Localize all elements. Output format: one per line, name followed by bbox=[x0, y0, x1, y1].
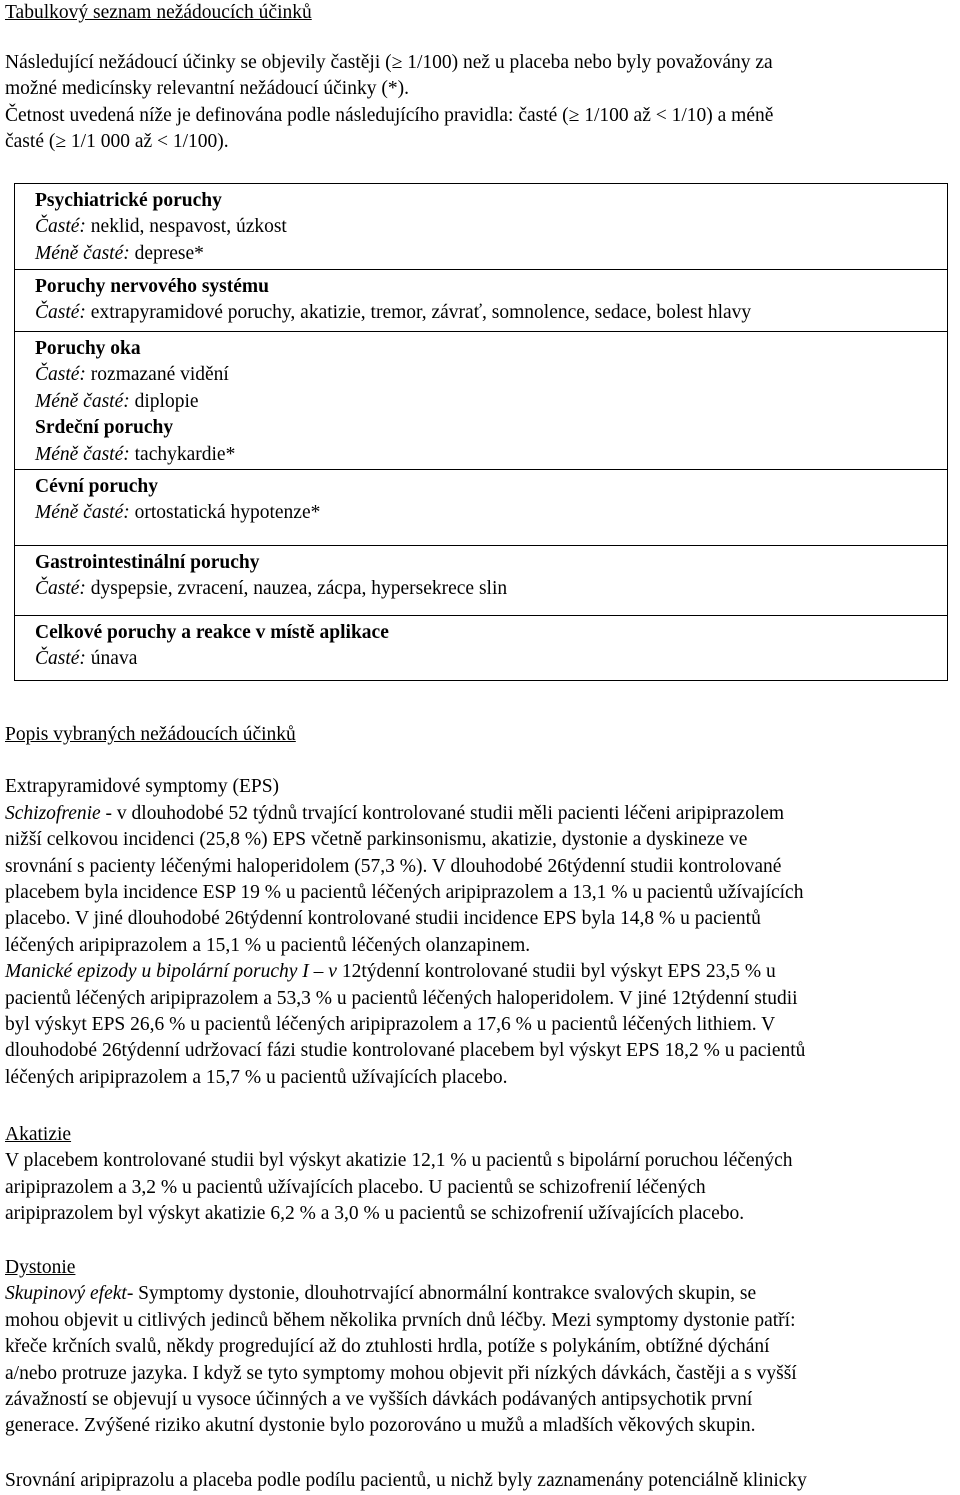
soc-title: Celkové poruchy a reakce v místě aplikace bbox=[35, 622, 389, 643]
table-cell bbox=[15, 616, 947, 680]
paragraph-line bbox=[5, 1281, 960, 1307]
frequency-label: Časté: bbox=[35, 648, 86, 670]
soc-title: Gastrointestinální poruchy bbox=[35, 552, 260, 573]
body-text: srovnání s pacienty léčenými haloperidolem (57,3 %). V dlouhodobé 26týdenní studii kontrolované bbox=[5, 855, 782, 877]
eps-paragraph bbox=[5, 801, 960, 1091]
paragraph-line bbox=[5, 986, 960, 1012]
soc-title: Cévní poruchy bbox=[35, 476, 158, 497]
eps-title: Extrapyramidové symptomy (EPS) bbox=[5, 776, 280, 798]
table-cell bbox=[15, 270, 947, 332]
paragraph-line bbox=[5, 933, 960, 959]
paragraph-line bbox=[5, 959, 960, 985]
section-heading-dystonie: Dystonie bbox=[5, 1257, 76, 1278]
intro-line: časté (≥ 1/1 000 až < 1/100). bbox=[5, 131, 229, 153]
body-text: dlouhodobé 26týdenní udržovací fázi studie kontrolované placebem byl výskyt EPS 18,2 % u pacientů bbox=[5, 1040, 806, 1062]
italic-text: Schizofrenie bbox=[5, 802, 101, 824]
paragraph-line bbox=[5, 880, 960, 906]
body-text: mohou objevit u citlivých jedinců během několika prvních dnů léčby. Mezi symptomy dystonie patří: bbox=[5, 1309, 796, 1331]
italic-text: Manické epizody u bipolární poruchy I – v bbox=[5, 961, 337, 983]
paragraph-line bbox=[5, 1361, 960, 1387]
section-heading-popis: Popis vybraných nežádoucích účinků bbox=[5, 724, 296, 745]
frequency-text: rozmazané vidění bbox=[85, 364, 229, 386]
body-text: - Symptomy dystonie, dlouhotrvající abnormální kontrakce svalových skupin, se bbox=[126, 1283, 757, 1305]
frequency-text: dyspepsie, zvracení, nauzea, zácpa, hypersekrece slin bbox=[85, 578, 508, 600]
adverse-effects-table bbox=[14, 183, 948, 681]
table-cell bbox=[15, 546, 947, 616]
body-text: placebem byla incidence ESP 19 % u pacientů léčených aripiprazolem a 13,1 % u pacientů užívajících bbox=[5, 882, 804, 904]
frequency-label: Časté: bbox=[35, 216, 86, 238]
soc-title: Poruchy oka bbox=[35, 338, 141, 359]
frequency-text: diplopie bbox=[129, 390, 199, 412]
frequency-row bbox=[35, 214, 947, 240]
popis-section bbox=[5, 722, 960, 1091]
intro-line: Následující nežádoucí účinky se objevily častěji (≥ 1/100) než u placeba nebo byly považovány za bbox=[5, 52, 773, 73]
body-text: a/nebo protruze jazyka. I když se tyto symptomy mohou objevit při nízkých dávkách, častěji a s vyšší bbox=[5, 1362, 797, 1384]
italic-text: Skupinový efekt bbox=[5, 1283, 127, 1305]
frequency-text: ortostatická hypotenze* bbox=[129, 502, 321, 524]
paragraph-line: V placebem kontrolované studii byl výskyt akatizie 12,1 % u pacientů s bipolární poruchou léčených bbox=[5, 1150, 793, 1172]
frequency-row bbox=[35, 442, 947, 468]
frequency-label: Méně časté: bbox=[35, 502, 130, 524]
frequency-row bbox=[35, 241, 947, 267]
body-text: závažností se objevují u vysoce účinných a ve vyšších dávkách podávaných antipsychotik první bbox=[5, 1389, 753, 1411]
intro-line: možné medicínsky relevantní nežádoucí účinky (*). bbox=[5, 78, 409, 100]
soc-title: Srdeční poruchy bbox=[35, 417, 174, 439]
paragraph-line bbox=[5, 854, 960, 880]
body-text: křeče krčních svalů, někdy progredující až do ztuhlosti hrdla, potíže s polykáním, obtížné dýchání bbox=[5, 1336, 770, 1358]
table-cell bbox=[15, 470, 947, 546]
paragraph-line bbox=[5, 801, 960, 827]
dystonie-paragraph bbox=[5, 1281, 960, 1439]
soc-title: Poruchy nervového systému bbox=[35, 276, 269, 297]
body-text: byl výskyt EPS 26,6 % u pacientů léčených aripiprazolem a 17,6 % u pacientů léčených lithiem. V bbox=[5, 1014, 776, 1036]
section-heading-adverse-effects-table: Tabulkový seznam nežádoucích účinků bbox=[5, 2, 312, 23]
intro-line: Četnost uvedená níže je definována podle následujícího pravidla: časté (≥ 1/100 až < 1/10) a méně bbox=[5, 104, 774, 126]
frequency-text: únava bbox=[85, 648, 138, 670]
frequency-row bbox=[35, 300, 947, 326]
paragraph-line bbox=[5, 1387, 960, 1413]
frequency-text: neklid, nespavost, úzkost bbox=[85, 216, 287, 238]
body-text: 12týdenní kontrolované studii byl výskyt EPS 23,5 % u bbox=[336, 961, 776, 983]
paragraph-line bbox=[5, 1413, 960, 1439]
soc-title: Psychiatrické poruchy bbox=[35, 190, 222, 211]
body-text: léčených aripiprazolem a 15,1 % u pacientů léčených olanzapinem. bbox=[5, 934, 531, 956]
dystonie-section bbox=[5, 1255, 960, 1440]
akatizie-section bbox=[5, 1122, 960, 1228]
paragraph-line bbox=[5, 1012, 960, 1038]
frequency-row bbox=[35, 646, 947, 672]
paragraph-line bbox=[5, 1038, 960, 1064]
comparison-line: Srovnání aripiprazolu a placeba podle podílu pacientů, u nichž byly zaznamenány potenciálně klinicky bbox=[5, 1470, 807, 1491]
frequency-label: Méně časté: bbox=[35, 390, 130, 412]
frequency-text: extrapyramidové poruchy, akatizie, tremor, závrať, somnolence, sedace, bolest hlavy bbox=[85, 302, 752, 324]
table-cell bbox=[15, 332, 947, 470]
paragraph-line bbox=[5, 827, 960, 853]
body-text: nižší celkovou incidenci (25,8 %) EPS včetně parkinsonismu, akatizie, dystonie a dyskineze ve bbox=[5, 829, 748, 851]
frequency-row bbox=[35, 389, 947, 415]
body-text: generace. Zvýšené riziko akutní dystonie bylo pozorováno u mužů a mladších věkových skupin. bbox=[5, 1415, 756, 1437]
paragraph-line bbox=[5, 1065, 960, 1091]
paragraph-line bbox=[5, 906, 960, 932]
frequency-row bbox=[35, 500, 947, 526]
akatizie-paragraph bbox=[5, 1148, 960, 1227]
frequency-label: Časté: bbox=[35, 302, 86, 324]
body-text: - v dlouhodobé 52 týdnů trvající kontrolované studii měli pacienti léčeni aripiprazolem bbox=[100, 802, 785, 824]
frequency-label: Méně časté: bbox=[35, 242, 130, 264]
frequency-row bbox=[35, 362, 947, 388]
intro-paragraph bbox=[5, 50, 955, 156]
frequency-label: Časté: bbox=[35, 578, 86, 600]
frequency-label: Časté: bbox=[35, 364, 86, 386]
body-text: pacientů léčených aripiprazolem a 53,3 % u pacientů léčených haloperidolem. V jiné 12týdenní studii bbox=[5, 987, 798, 1009]
section-heading-akatizie: Akatizie bbox=[5, 1124, 72, 1145]
paragraph-line: aripiprazolem byl výskyt akatizie 6,2 % a 3,0 % u pacientů se schizofrenií užívajících placebo. bbox=[5, 1203, 745, 1225]
body-text: placebo. V jiné dlouhodobé 26týdenní kontrolované studii incidence EPS byla 14,8 % u pacientů bbox=[5, 908, 761, 930]
table-cell bbox=[15, 184, 947, 270]
frequency-text: deprese* bbox=[129, 242, 204, 264]
paragraph-line bbox=[5, 1308, 960, 1334]
frequency-text: tachykardie* bbox=[129, 443, 236, 465]
paragraph-line: aripiprazolem a 3,2 % u pacientů užívajících placebo. U pacientů se schizofrenií léčených bbox=[5, 1176, 706, 1198]
body-text: léčených aripiprazolem a 15,7 % u pacientů užívajících placebo. bbox=[5, 1066, 508, 1088]
paragraph-line bbox=[5, 1334, 960, 1360]
frequency-row bbox=[35, 576, 947, 602]
frequency-label: Méně časté: bbox=[35, 443, 130, 465]
